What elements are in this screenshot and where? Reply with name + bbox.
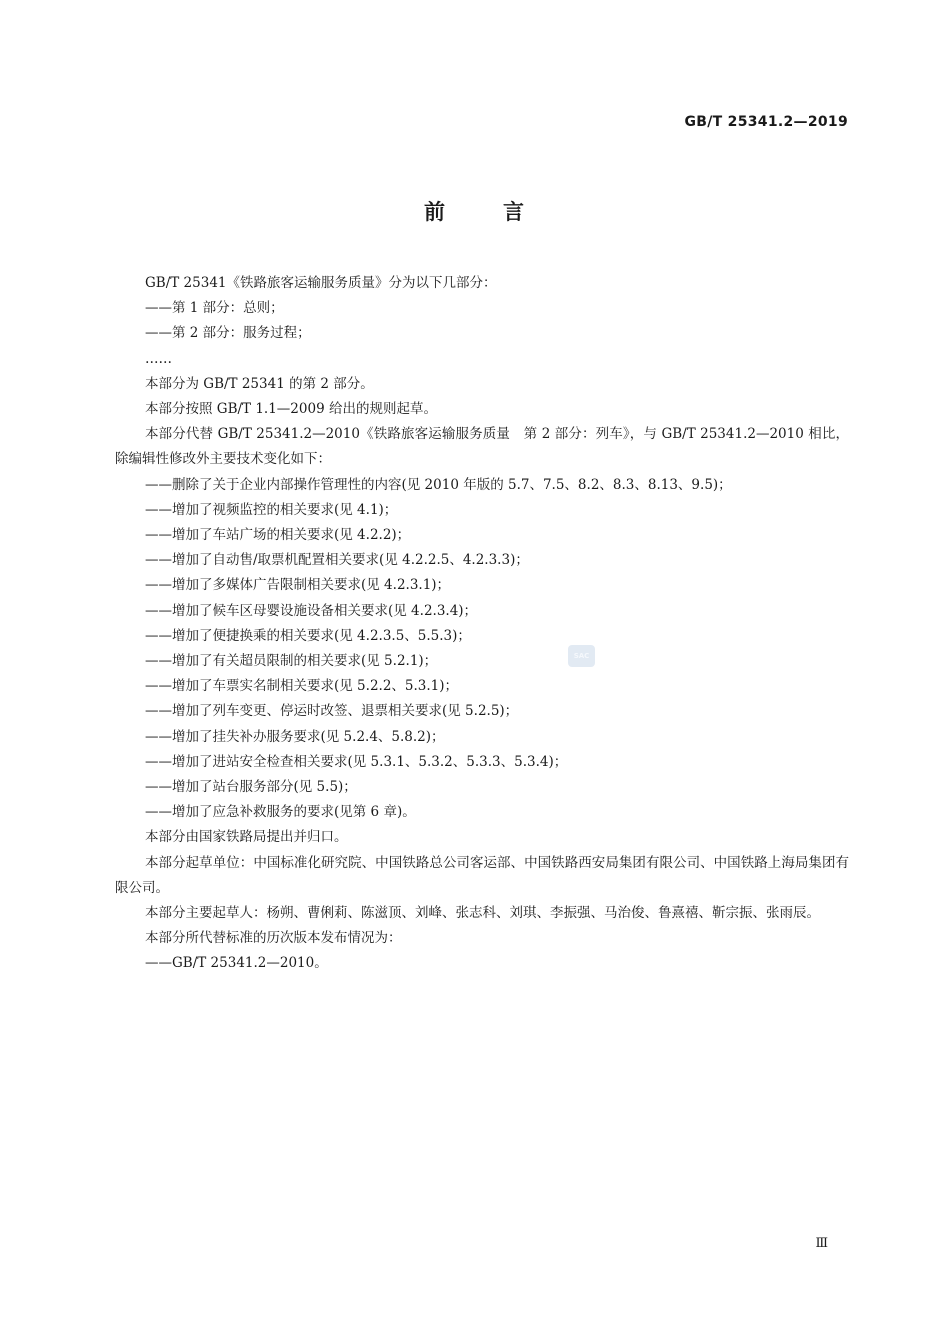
- list-item: ——增加了应急补救服务的要求(见第 6 章)。: [145, 804, 416, 821]
- list-item: ——增加了便捷换乘的相关要求(见 4.2.3.5、5.5.3)；: [145, 627, 471, 644]
- paragraph: 本部分为 GB/T 25341 的第 2 部分。: [145, 375, 374, 392]
- list-item: ——GB/T 25341.2—2010。: [145, 955, 328, 972]
- page-title: [0, 196, 950, 226]
- list-item: ——删除了关于企业内部操作管理性的内容(见 2010 年版的 5.7、7.5、8.2、8.3、8.13、9.5)；: [145, 476, 732, 493]
- list-item: ——增加了候车区母婴设施设备相关要求(见 4.2.3.4)；: [145, 602, 478, 619]
- watermark-logo: SAC: [568, 645, 595, 667]
- list-item: ——增加了有关超员限制的相关要求(见 5.2.1)；: [145, 653, 438, 670]
- paragraph: 本部分代替 GB/T 25341.2—2010《铁路旅客运输服务质量 第 2 部分：列车》，与 GB/T 25341.2—2010 相比，除编辑性修改外主要技术变化如下：: [115, 426, 849, 468]
- list-item: ——增加了车票实名制相关要求(见 5.2.2、5.3.1)；: [145, 678, 459, 695]
- paragraph: GB/T 25341《铁路旅客运输服务质量》分为以下几部分：: [145, 275, 497, 291]
- paragraph: 本部分主要起草人：杨朔、曹俐莉、陈滋顶、刘峰、张志科、刘琪、李振强、马治俊、鲁熹禧、靳宗振、张雨辰。: [145, 905, 820, 922]
- list-item: ——增加了车站广场的相关要求(见 4.2.2)；: [145, 527, 411, 544]
- paragraph: 本部分按照 GB/T 1.1—2009 给出的规则起草。: [145, 401, 437, 418]
- page-number: Ⅲ: [815, 1236, 828, 1251]
- list-item: ——增加了视频监控的相关要求(见 4.1)；: [145, 501, 398, 518]
- paragraph: 本部分所代替标准的历次版本发布情况为：: [145, 930, 402, 947]
- list-item: ——增加了站台服务部分(见 5.5)；: [145, 779, 357, 796]
- ellipsis: ……: [145, 350, 172, 367]
- paragraph: 本部分由国家铁路局提出并归口。: [145, 829, 348, 846]
- title-char-1: 前: [424, 200, 447, 224]
- list-item: ——第 1 部分：总则；: [145, 300, 284, 317]
- foreword-body: [115, 271, 849, 977]
- paragraph: 本部分起草单位：中国标准化研究院、中国铁路总公司客运部、中国铁路西安局集团有限公司、中国铁路上海局集团有限公司。: [115, 854, 849, 896]
- list-item: ——增加了进站安全检查相关要求(见 5.3.1、5.3.2、5.3.3、5.3.4)；: [145, 753, 568, 770]
- list-item: ——第 2 部分：服务过程；: [145, 325, 311, 342]
- title-char-2: 言: [503, 200, 526, 224]
- list-item: ——增加了多媒体广告限制相关要求(见 4.2.3.1)；: [145, 577, 451, 594]
- list-item: ——增加了挂失补办服务要求(见 5.2.4、5.8.2)；: [145, 728, 445, 745]
- list-item: ——增加了自动售/取票机配置相关要求(见 4.2.2.5、4.2.3.3)；: [145, 552, 529, 569]
- list-item: ——增加了列车变更、停运时改签、退票相关要求(见 5.2.5)；: [145, 703, 519, 720]
- document-code: GB/T 25341.2—2019: [684, 114, 848, 130]
